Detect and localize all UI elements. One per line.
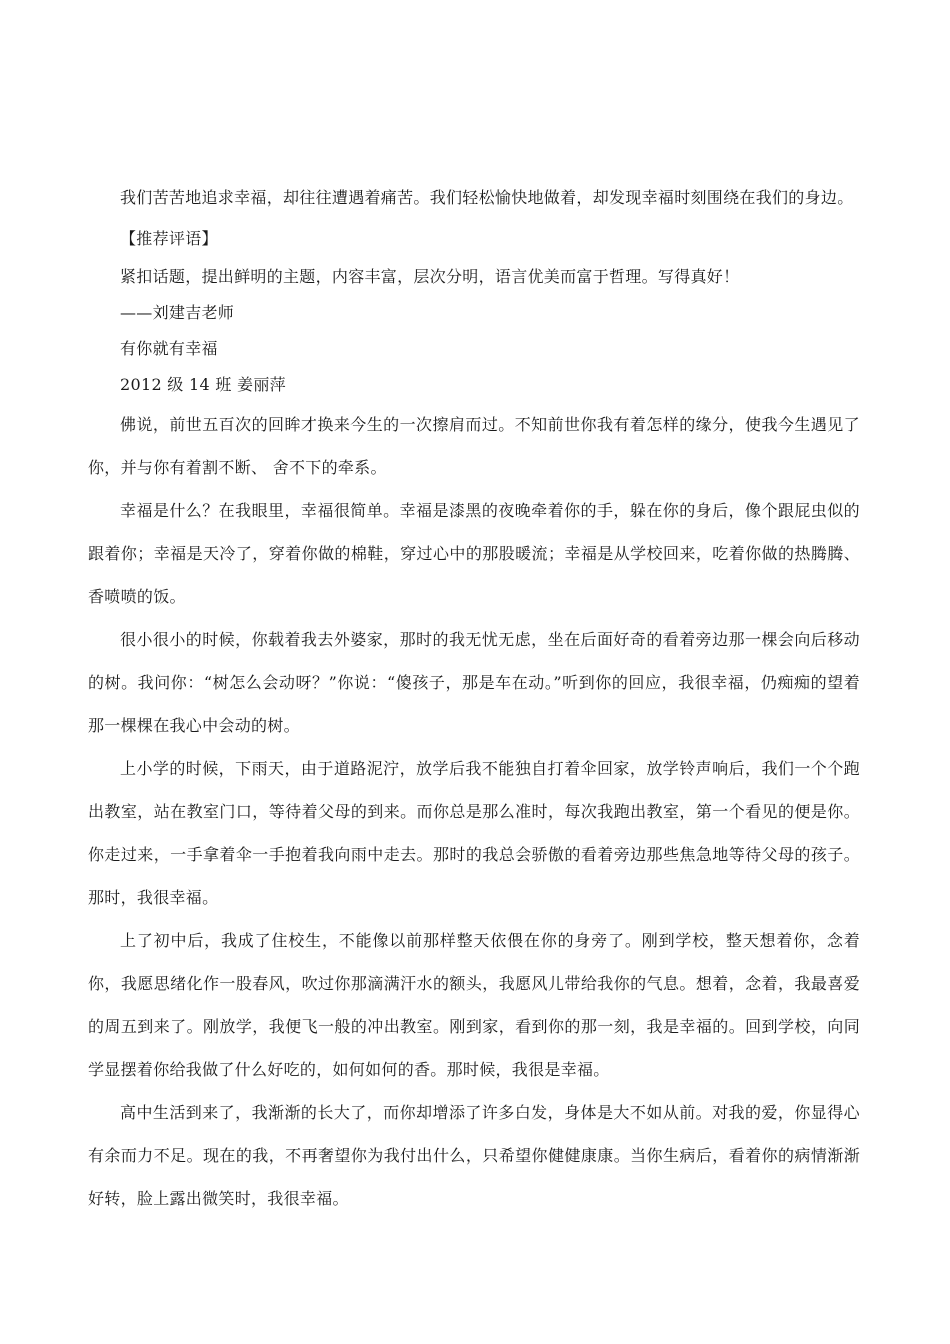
document-body — [88, 176, 860, 1220]
intro-paragraph: 我们苦苦地追求幸福，却往往遭遇着痛苦。我们轻松愉快地做着，却发现幸福时刻围绕在我们的身边。 — [120, 188, 854, 207]
comment-text: 紧扣话题，提出鲜明的主题，内容丰富，层次分明，语言优美而富于哲理。写得真好！ — [120, 267, 740, 286]
comment-heading: 【推荐评语】 — [120, 229, 218, 248]
essay-byline: 2012 级 14 班 姜丽萍 — [120, 375, 286, 394]
essay-paragraph: 高中生活到来了，我渐渐的长大了，而你却增添了许多白发，身体是大不如从前。对我的爱，你显得心有余而力不足。现在的我，不再奢望你为我付出什么，只希望你健健康康。当你生病后，看着你的病情渐渐好转，脸上露出微笑时，我很幸福。 — [88, 1103, 860, 1208]
essay-paragraph: 幸福是什么？在我眼里，幸福很简单。幸福是漆黑的夜晚牵着你的手，躲在你的身后，像个跟屁虫似的跟着你；幸福是天冷了，穿着你做的棉鞋，穿过心中的那股暖流；幸福是从学校回来，吃着你做的热腾腾、香喷喷的饭。 — [88, 501, 860, 606]
essay-paragraph: 上小学的时候，下雨天，由于道路泥泞，放学后我不能独自打着伞回家，放学铃声响后，我们一个个跑出教室，站在教室门口，等待着父母的到来。而你总是那么准时，每次我跑出教室，第一个看见的便是你。你走过来，一手拿着伞一手抱着我向雨中走去。那时的我总会骄傲的看着旁边那些焦急地等待父母的孩子。那时，我很幸福。 — [88, 759, 860, 907]
comment-author: ——刘建吉老师 — [120, 303, 235, 322]
essay-paragraph: 上了初中后，我成了住校生，不能像以前那样整天依偎在你的身旁了。刚到学校，整天想着你，念着你，我愿思绪化作一股春风，吹过你那滴满汗水的额头，我愿风儿带给我你的气息。想着，念着，我最喜爱的周五到来了。刚放学，我便飞一般的冲出教室。刚到家，看到你的那一刻，我是幸福的。回到学校，向同学显摆着你给我做了什么好吃的，如何如何的香。那时候，我很是幸福。 — [88, 931, 860, 1079]
essay-paragraph: 很小很小的时候，你载着我去外婆家，那时的我无忧无虑，坐在后面好奇的看着旁边那一棵会向后移动的树。我问你：“树怎么会动呀？”你说：“傻孩子，那是车在动。”听到你的回应，我很幸福，仍痴痴的望着那一棵棵在我心中会动的树。 — [88, 630, 860, 735]
essay-title: 有你就有幸福 — [120, 339, 218, 358]
essay-paragraph: 佛说，前世五百次的回眸才换来今生的一次擦肩而过。不知前世你我有着怎样的缘分，使我今生遇见了你，并与你有着割不断、 舍不下的牵系。 — [88, 415, 860, 477]
